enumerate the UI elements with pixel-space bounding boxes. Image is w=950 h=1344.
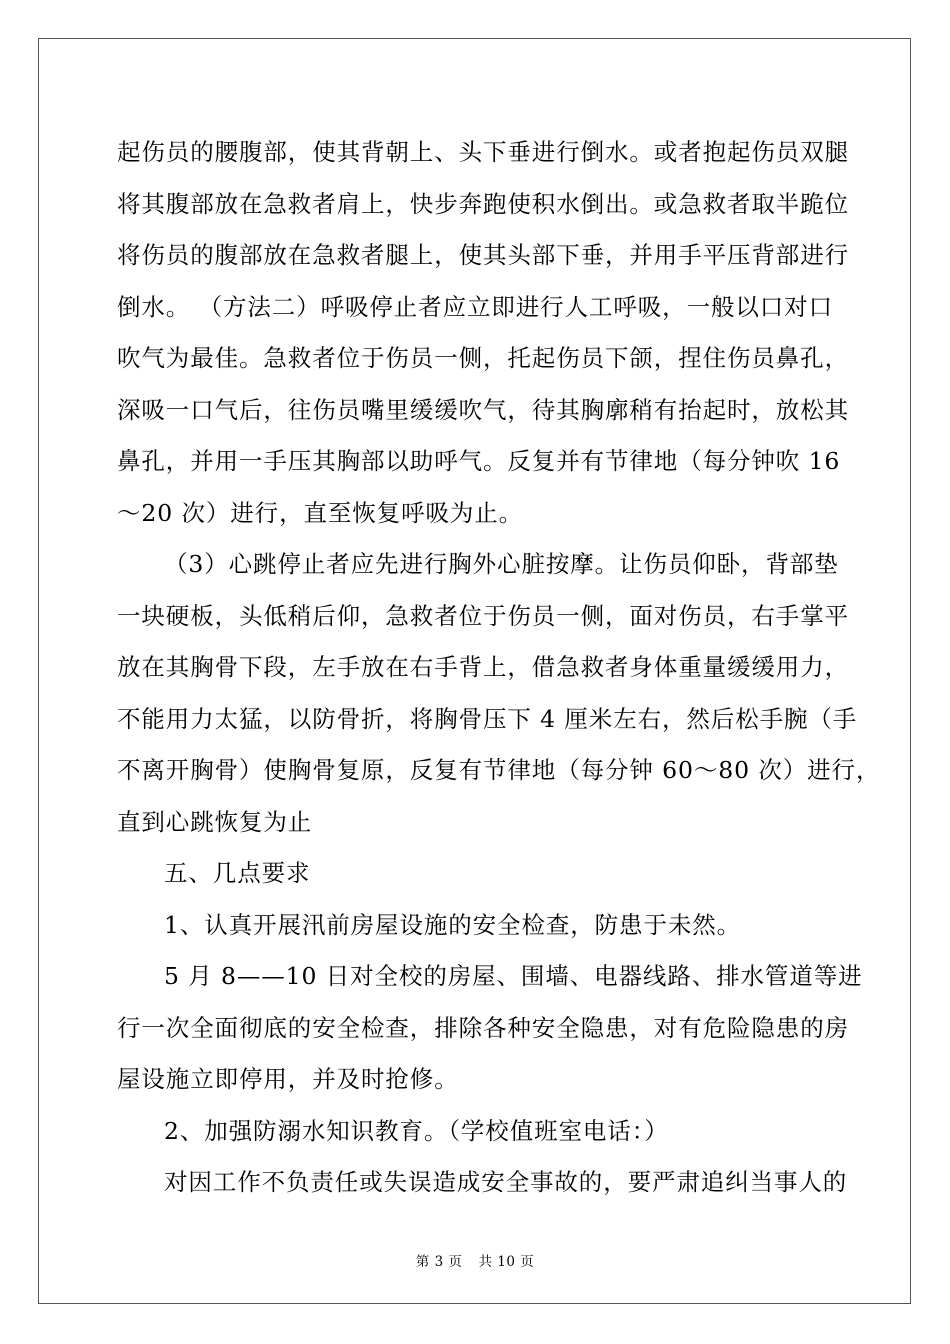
text-line: 将其腹部放在急救者肩上，快步奔跑使积水倒出。或急救者取半跪位 (117, 189, 849, 218)
text-line: 深吸一口气后，往伤员嘴里缓缓吹气，待其胸廓稍有抬起时，放松其 (117, 395, 849, 424)
text-line: 将伤员的腹部放在急救者腿上，使其头部下垂，并用手平压背部进行 (117, 241, 849, 269)
page-footer (0, 1250, 950, 1270)
text-line: 直到心跳恢复为止 (117, 807, 313, 836)
text-line: 吹气为最佳。急救者位于伤员一侧，托起伤员下颌，捏住伤员鼻孔， (117, 344, 849, 372)
text-line: ～20 次）进行，直至恢复呼吸为止。 (117, 498, 524, 527)
text-line: 不离开胸骨）使胸骨复原，反复有节律地（每分钟 60～80 次）进行， (117, 756, 881, 784)
section-heading: 五、几点要求 (164, 859, 311, 887)
text-line: 1、认真开展汛前房屋设施的安全检查，防患于未然。 (164, 910, 742, 939)
text-line: 起伤员的腰腹部，使其背朝上、头下垂进行倒水。或者抱起伤员双腿 (117, 138, 849, 166)
text-line: 对因工作不负责任或失误造成安全事故的，要严肃追纠当事人的 (164, 1168, 848, 1196)
text-line: 一块硬板，头低稍后仰，急救者位于伤员一侧，面对伤员，右手掌平 (117, 601, 849, 630)
document-body (117, 127, 881, 1209)
text-line: （3）心跳停止者应先进行胸外心脏按摩。让伤员仰卧，背部垫 (164, 550, 839, 578)
page-number: 第 3 页 (415, 1254, 463, 1270)
page-total: 共 10 页 (478, 1254, 535, 1270)
text-line: 放在其胸骨下段，左手放在右手背上，借急救者身体重量缓缓用力， (117, 653, 849, 681)
text-line: 鼻孔，并用一手压其胸部以助呼气。反复并有节律地（每分钟吹 16 (117, 447, 841, 475)
text-line: 2、加强防溺水知识教育。（学校值班室电话：） (164, 1116, 669, 1145)
text-line: 屋设施立即停用，并及时抢修。 (117, 1065, 459, 1093)
text-line: 不能用力太猛，以防骨折，将胸骨压下 4 厘米左右，然后松手腕（手 (117, 704, 858, 733)
text-line: 倒水。 （方法二）呼吸停止者应立即进行人工呼吸，一般以口对口 (117, 292, 833, 321)
text-line: 行一次全面彻底的安全检查，排除各种安全隐患，对有危险隐患的房 (117, 1013, 849, 1042)
text-line: 5 月 8——10 日对全校的房屋、围墙、电器线路、排水管道等进 (164, 962, 863, 990)
